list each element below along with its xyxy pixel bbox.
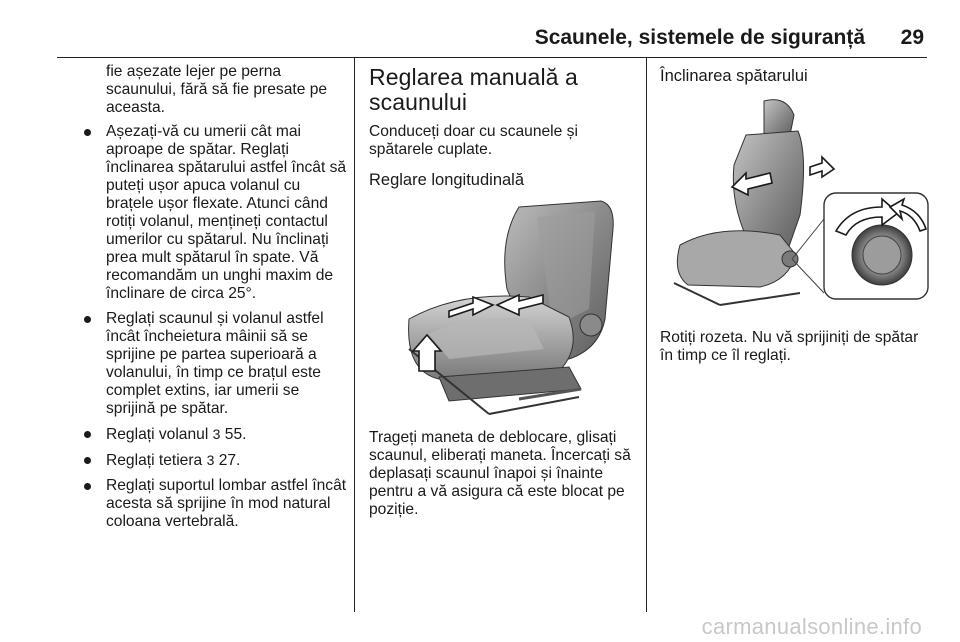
bullet-icon: [84, 483, 91, 490]
subsection-title: Înclinarea spătarului: [660, 67, 808, 85]
backrest-recline-adjustment-illustration: [660, 95, 932, 307]
list-item: [80, 477, 348, 531]
subsection-title: Reglare longitudinală: [369, 171, 525, 189]
page-reference-arrow-icon: 3: [206, 452, 215, 468]
page-reference-link[interactable]: 55.: [224, 426, 247, 443]
list-item: [80, 310, 348, 418]
page-number: 29: [900, 26, 924, 49]
watermark: carmanualsonline.info: [701, 614, 922, 639]
page-reference-link[interactable]: 27.: [218, 452, 241, 469]
section-title: Reglarea manuală a scaunului: [369, 64, 578, 115]
column-3: [660, 63, 935, 365]
column-divider-right: [646, 58, 647, 612]
column-divider-left: [354, 58, 355, 612]
list-item-text: Reglați volanul: [106, 426, 209, 443]
intro-paragraph: fie așezate lejer pe perna scaunului, fără să fie presate pe aceasta.: [106, 63, 328, 116]
bullet-icon: [84, 457, 91, 464]
header-title: Scaunele, sistemele de siguranță: [534, 26, 865, 49]
page-header: [0, 0, 960, 58]
list-item-text: Reglați scaunul și volanul astfel încât încheietura mâinii să se sprijine pe partea superioară a volanului, în timp ce brațul este complet extins, iar umerii se sprijină pe spătar.: [106, 310, 324, 417]
seat-longitudinal-adjustment-illustration: [369, 199, 637, 421]
bullet-icon: [84, 431, 91, 438]
header-divider: [57, 57, 927, 58]
list-item-text: Reglați suportul lombar astfel încât acesta să sprijine în mod natural coloana vertebrală.: [106, 477, 347, 530]
list-item: [80, 123, 348, 303]
bullet-icon: [84, 129, 91, 136]
list-item: [80, 451, 348, 470]
intro-paragraph: Conduceți doar cu scaunele și spătarele cuplate.: [369, 123, 578, 158]
list-item-text: Reglați tetiera: [106, 452, 203, 469]
figure-caption: Trageți maneta de deblocare, glisați scaunul, eliberați maneta. Încercați să deplasați scaunul înapoi și înainte pentru a vă asigura că este blocat pe poziție.: [369, 429, 631, 518]
figure-caption: Rotiți rozeta. Nu vă sprijiniți de spătar în timp ce îl reglați.: [660, 329, 919, 364]
column-2: [369, 63, 637, 519]
bullet-list: [80, 123, 348, 531]
list-item-text: Așezați-vă cu umerii cât mai aproape de spătar. Reglați înclinarea spătarului astfel încât să puteți ușor apuca volanul cu brațele ușor flexate. Atunci când rotiți volanul, mențineți contactul umerilor cu spătarul. Nu înclinați prea mult spătarul în spate. Vă recomandăm un unghi maxim de înclinare de circa 25°.: [106, 123, 347, 302]
column-1: [80, 63, 348, 538]
list-item: [80, 425, 348, 444]
page-reference-arrow-icon: 3: [212, 426, 221, 442]
bullet-icon: [84, 316, 91, 323]
